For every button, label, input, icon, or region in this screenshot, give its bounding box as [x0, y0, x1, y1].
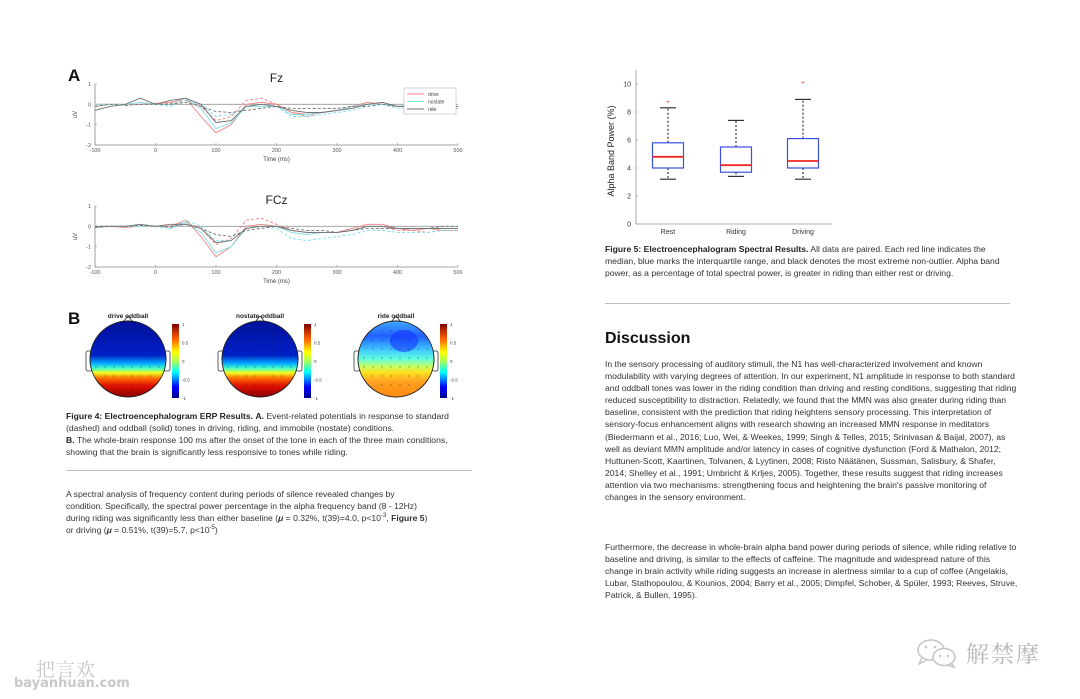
electrode-dot: [132, 358, 133, 359]
topoplot-title: nostate oddball: [235, 313, 285, 320]
colorbar-tick-label: -0.5: [450, 377, 458, 383]
x-tick-label: 200: [271, 148, 282, 154]
legend-label: nostate: [428, 99, 445, 106]
y-tick-label: 8: [627, 109, 631, 117]
electrode-dot: [364, 367, 365, 368]
figure-4-caption-title: Figure 4: Electroencephalogram ERP Results.: [66, 411, 254, 421]
electrode-dot: [418, 367, 419, 368]
electrode-dot: [237, 367, 238, 368]
y-tick-label: -2: [86, 143, 91, 149]
electrode-dot: [141, 340, 142, 341]
electrode-dot: [246, 385, 247, 386]
electrode-dot: [141, 358, 142, 359]
electrode-dot: [246, 340, 247, 341]
y-tick-label: 1: [87, 82, 91, 88]
scalp-map: [222, 321, 298, 397]
topoplot-nostate-oddball: [218, 313, 322, 401]
electrode-dot: [291, 349, 292, 350]
electrode-dot: [255, 358, 256, 359]
electrode-dot: [409, 349, 410, 350]
electrode-dot: [228, 367, 229, 368]
electrode-dot: [400, 331, 401, 332]
legend-label: drive: [428, 92, 439, 98]
electrode-dot: [96, 367, 97, 368]
electrode-dot: [114, 376, 115, 377]
colorbar-tick-label: 0.5: [182, 340, 189, 346]
interquartile-box: [721, 147, 752, 172]
spectral-line-3c: ,: [386, 513, 392, 524]
electrode-dot: [382, 331, 383, 332]
electrode-dot: [132, 349, 133, 350]
caption-a-text: Event-related potentials in response to standard (dashed) and oddball (solid) tones in driving, riding, and immobile (nostate) conditions.: [66, 411, 449, 434]
colorbar-tick-label: -0.5: [314, 377, 322, 383]
legend-label: ride: [428, 107, 437, 113]
y-axis-label: uV: [73, 110, 79, 119]
exponent: -3: [381, 513, 387, 520]
electrode-dot: [246, 331, 247, 332]
mu-symbol: μ: [106, 525, 112, 536]
watermark-right-cn: 解禁摩: [966, 642, 1041, 668]
colorbar-tick-label: 0.5: [450, 340, 457, 346]
electrode-dot: [282, 358, 283, 359]
electrode-dot: [382, 349, 383, 350]
electrode-dot: [409, 376, 410, 377]
electrode-dot: [382, 358, 383, 359]
topoplot-drive-oddball: [86, 313, 190, 401]
electrode-dot: [400, 349, 401, 350]
x-tick-label: 500: [453, 148, 463, 154]
electrode-dot: [141, 367, 142, 368]
panel-b-label: B: [68, 309, 81, 328]
box-driving: [788, 81, 819, 180]
electrode-dot: [273, 331, 274, 332]
electrode-dot: [400, 376, 401, 377]
y-tick-label: -1: [86, 122, 91, 129]
electrode-dot: [273, 376, 274, 377]
electrode-dot: [114, 358, 115, 359]
electrode-dot: [123, 340, 124, 341]
electrode-dot: [105, 376, 106, 377]
electrode-dot: [150, 376, 151, 377]
y-tick-label: 2: [627, 193, 631, 201]
electrode-dot: [123, 376, 124, 377]
electrode-dot: [255, 331, 256, 332]
electrode-dot: [418, 376, 419, 377]
electrode-dot: [382, 367, 383, 368]
electrode-dot: [373, 376, 374, 377]
electrode-dot: [246, 376, 247, 377]
figure-5-caption-text: All data are paired. Each red line indicates the median, blue marks the interquartile range, and black denotes the most extreme non-outlier. Alpha band power, as a percentage of total spectral power, is greater in riding than either rest or driving.: [605, 244, 1000, 279]
electrode-dot: [237, 358, 238, 359]
electrode-dot: [246, 358, 247, 359]
electrode-dot: [282, 340, 283, 341]
electrode-dot: [255, 349, 256, 350]
y-tick-label: 0: [87, 224, 91, 231]
electrode-dot: [237, 376, 238, 377]
wechat-icon: [914, 637, 962, 669]
electrode-dot: [114, 385, 115, 386]
erp-chart-fz: [60, 70, 480, 170]
spectral-line-3a: during riding was significantly less than either baseline (: [66, 513, 279, 524]
mu-symbol: μ: [278, 513, 284, 524]
electrode-dot: [382, 385, 383, 386]
colorbar-tick-label: 1: [182, 322, 185, 327]
electrode-dot: [391, 331, 392, 332]
electrode-dot: [132, 376, 133, 377]
electrode-dot: [391, 349, 392, 350]
electrode-dot: [141, 349, 142, 350]
electrode-dot: [409, 340, 410, 341]
electrode-dot: [264, 367, 265, 368]
electrode-dot: [123, 349, 124, 350]
scalp-map: [90, 321, 166, 397]
discussion-heading: Discussion: [605, 330, 691, 347]
x-tick-label: 0: [153, 270, 158, 276]
electrode-dot: [132, 385, 133, 386]
watermark-left-url: bayanhuan.com: [14, 676, 130, 691]
electrode-dot: [132, 367, 133, 368]
electrode-dot: [123, 367, 124, 368]
spectral-line-3b: = 0.32%, t(39)=4.0, p<10: [283, 513, 381, 524]
electrode-dot: [282, 349, 283, 350]
scalp-minimum: [390, 330, 418, 352]
alpha-band-boxplot: [596, 62, 846, 240]
electrode-dot: [150, 349, 151, 350]
electrode-dot: [282, 367, 283, 368]
electrode-dot: [246, 367, 247, 368]
x-tick-label: 400: [392, 148, 403, 154]
paragraph-spectral: [66, 488, 486, 536]
figure-5-caption: [605, 243, 1017, 279]
chart-title: FCz: [265, 193, 288, 207]
electrode-dot: [114, 367, 115, 368]
x-tick-label: Rest: [660, 229, 676, 236]
electrode-dot: [409, 331, 410, 332]
outlier-marker: +: [666, 100, 670, 107]
figure-5-caption-title: Figure 5: Electroencephalogram Spectral Results.: [605, 244, 809, 254]
x-tick-label: 300: [332, 270, 342, 276]
colorbar-tick-label: -1: [450, 396, 455, 401]
electrode-dot: [373, 358, 374, 359]
x-axis-label: Time (ms): [263, 157, 290, 163]
electrode-dot: [427, 358, 428, 359]
electrode-dot: [264, 385, 265, 386]
spectral-line-4c: ): [214, 525, 218, 536]
figure-5-reference[interactable]: Figure 5: [391, 513, 425, 524]
figure-4-caption: [66, 410, 476, 458]
topoplot-title: ride oddball: [377, 313, 415, 320]
topoplot-ride-oddball: [354, 313, 458, 401]
electrode-dot: [141, 385, 142, 386]
x-tick-label: Riding: [726, 229, 746, 236]
electrode-dot: [273, 340, 274, 341]
electrode-dot: [105, 367, 106, 368]
y-tick-label: 0: [627, 221, 631, 229]
electrode-dot: [255, 340, 256, 341]
x-tick-label: 400: [392, 270, 403, 276]
electrode-dot: [255, 376, 256, 377]
electrode-dot: [391, 385, 392, 386]
interquartile-box: [788, 139, 819, 168]
electrode-dot: [373, 340, 374, 341]
electrode-dot: [96, 358, 97, 359]
chart-title: Fz: [269, 71, 284, 85]
colorbar: [172, 324, 179, 398]
electrode-dot: [264, 349, 265, 350]
spectral-line-4a: or driving (: [66, 525, 107, 536]
colorbar-tick-label: 0: [182, 359, 185, 364]
x-tick-label: 100: [211, 270, 221, 276]
y-tick-label: 6: [627, 137, 631, 145]
y-tick-label: -2: [86, 265, 91, 271]
electrode-dot: [264, 340, 265, 341]
x-tick-label: -100: [89, 270, 101, 276]
electrode-dot: [400, 385, 401, 386]
electrode-dot: [123, 385, 124, 386]
electrode-dot: [255, 367, 256, 368]
electrode-dot: [246, 349, 247, 350]
y-tick-label: -1: [86, 244, 91, 251]
spectral-line-3d: ): [424, 513, 428, 524]
x-tick-label: 300: [332, 148, 342, 154]
x-tick-label: 500: [453, 270, 463, 276]
x-tick-label: -100: [89, 148, 101, 154]
electrode-dot: [273, 385, 274, 386]
electrode-dot: [382, 340, 383, 341]
electrode-dot: [273, 358, 274, 359]
electrode-dot: [282, 376, 283, 377]
box-rest: [653, 100, 684, 179]
electrode-dot: [141, 331, 142, 332]
erp-chart-fcz: [60, 192, 480, 294]
spectral-line-1: A spectral analysis of frequency content during periods of silence revealed changes by: [66, 489, 395, 499]
y-tick-label: 4: [627, 165, 631, 173]
colorbar-tick-label: 1: [450, 322, 453, 327]
y-tick-label: 0: [87, 102, 91, 109]
spectral-line-4b: = 0.51%, t(39)=5.7, p<10: [111, 525, 210, 536]
electrode-dot: [159, 349, 160, 350]
topoplot-title: drive oddball: [107, 313, 149, 320]
electrode-dot: [105, 340, 106, 341]
electrode-dot: [264, 376, 265, 377]
colorbar-tick-label: 0: [314, 359, 317, 364]
electrode-dot: [264, 358, 265, 359]
electrode-dot: [264, 331, 265, 332]
box-riding: [721, 120, 752, 176]
electrode-dot: [400, 367, 401, 368]
y-tick-label: 10: [623, 81, 631, 89]
x-tick-label: 0: [153, 148, 158, 154]
colorbar-tick-label: -0.5: [182, 377, 190, 383]
y-axis-label: Alpha Band Power (%): [606, 105, 616, 197]
electrode-dot: [237, 340, 238, 341]
outlier-marker: +: [801, 80, 805, 87]
x-tick-label: 100: [211, 148, 221, 154]
caption-a-label: A.: [255, 411, 265, 421]
x-tick-label: Driving: [792, 229, 814, 236]
electrode-dot: [291, 358, 292, 359]
x-tick-label: 200: [271, 270, 282, 276]
caption-b-text: The whole-brain response 100 ms after the onset of the tone in each of the three main conditions, showing that the brain is significantly less responsive to tones while riding.: [66, 435, 448, 458]
colorbar-tick-label: -1: [314, 396, 319, 401]
plot-area: [95, 84, 458, 145]
electrode-dot: [400, 358, 401, 359]
electrode-dot: [418, 349, 419, 350]
electrode-dot: [255, 385, 256, 386]
electrode-dot: [159, 358, 160, 359]
electrode-dot: [391, 367, 392, 368]
discussion-paragraph-1: In the sensory processing of auditory stimuli, the N1 has well-characterized involvement and known modulability with varying degrees of attention. In our experiment, N1 amplitude in response to both standard and oddball tones was lower in the riding condition than driving and resting conditions, suggesting that riding reduced susceptibility to distraction. Relatedly, we found that the MMN was also greater during riding than baseline, consistent with the prediction that riding heightens sensory processing. This interpretation of sensory-focus enhancement aligns with research showing an increased MMN response in meditators (Biedermann et al., 2016; Luo, Wei, & Weekes, 1999; Singh & Telles, 2015; Srinivasan & Baijal, 2007), as well as deviant MMN amplitude and/or latency in cases of cognitive dysfunction (Ford & Mathalon, 2012; Huttunen-Scott, Kaartinen, Tolvanen, & Lyytinen, 2008; Risto Näätänen, Sussman, Salisbury, & Shafer, 2014; Shelley et al., 1991; Umbricht & Krljes, 2005). Together, these results suggest that riding increases attention via two mechanisms: strengthening focus and heightening the brain's passive monitoring of changes in the sensory environment.: [605, 359, 1017, 503]
electrode-dot: [123, 331, 124, 332]
electrode-dot: [141, 376, 142, 377]
electrode-dot: [105, 358, 106, 359]
divider-right: [605, 303, 1010, 304]
watermark-left-cn: 把言欢: [36, 659, 97, 681]
electrode-dot: [364, 358, 365, 359]
exponent: -5: [209, 525, 215, 532]
electrode-dot: [114, 340, 115, 341]
electrode-dot: [373, 367, 374, 368]
electrode-dot: [132, 331, 133, 332]
electrode-dot: [409, 367, 410, 368]
electrode-dot: [273, 367, 274, 368]
electrode-dot: [409, 385, 410, 386]
electrode-dot: [114, 331, 115, 332]
electrode-dot: [105, 349, 106, 350]
electrode-dot: [150, 358, 151, 359]
discussion-paragraph-2: Furthermore, the decrease in whole-brain alpha band power during periods of silence, while riding relative to baseline and driving, is similar to the effects of caffeine. The magnitude and widespread nature of this change in brain activity while riding suggests an increase in alertness similar to a cup of coffee (Angelakis, Lubar, Stathopoulou, & Kounios, 2004; Barry et al., 2005; Dimpfel, Schober, & Spüler, 1993; Reeves, Struve, Patrick, & Bullen, 1995).: [605, 542, 1018, 601]
colorbar: [304, 324, 311, 398]
electrode-dot: [400, 340, 401, 341]
electrode-dot: [123, 358, 124, 359]
electrode-dot: [150, 340, 151, 341]
topoplot-row: [80, 310, 470, 405]
x-axis-label: Time (ms): [263, 279, 290, 285]
colorbar-tick-label: 1: [314, 322, 317, 327]
electrode-dot: [418, 340, 419, 341]
divider-left: [66, 470, 472, 471]
caption-b-label: B.: [66, 435, 75, 446]
colorbar-tick-label: 0: [450, 359, 453, 364]
plot-area: [95, 206, 458, 267]
colorbar: [440, 324, 447, 398]
electrode-dot: [114, 349, 115, 350]
electrode-dot: [427, 349, 428, 350]
electrode-dot: [159, 367, 160, 368]
electrode-dot: [150, 367, 151, 368]
electrode-dot: [391, 358, 392, 359]
electrode-dot: [273, 349, 274, 350]
colorbar-tick-label: 0.5: [314, 340, 321, 346]
y-tick-label: 1: [87, 204, 91, 210]
electrode-dot: [409, 358, 410, 359]
electrode-dot: [291, 367, 292, 368]
y-axis-label: uV: [73, 232, 79, 241]
interquartile-box: [653, 143, 684, 168]
electrode-dot: [427, 367, 428, 368]
electrode-dot: [391, 340, 392, 341]
electrode-dot: [382, 376, 383, 377]
electrode-dot: [373, 349, 374, 350]
electrode-dot: [237, 349, 238, 350]
spectral-line-2: condition. Specifically, the spectral power percentage in the alpha frequency band (8 - 12Hz): [66, 501, 417, 512]
electrode-dot: [228, 358, 229, 359]
electrode-dot: [418, 358, 419, 359]
panel-a-label: A: [68, 66, 81, 85]
electrode-dot: [132, 340, 133, 341]
electrode-dot: [391, 376, 392, 377]
colorbar-tick-label: -1: [182, 396, 187, 401]
